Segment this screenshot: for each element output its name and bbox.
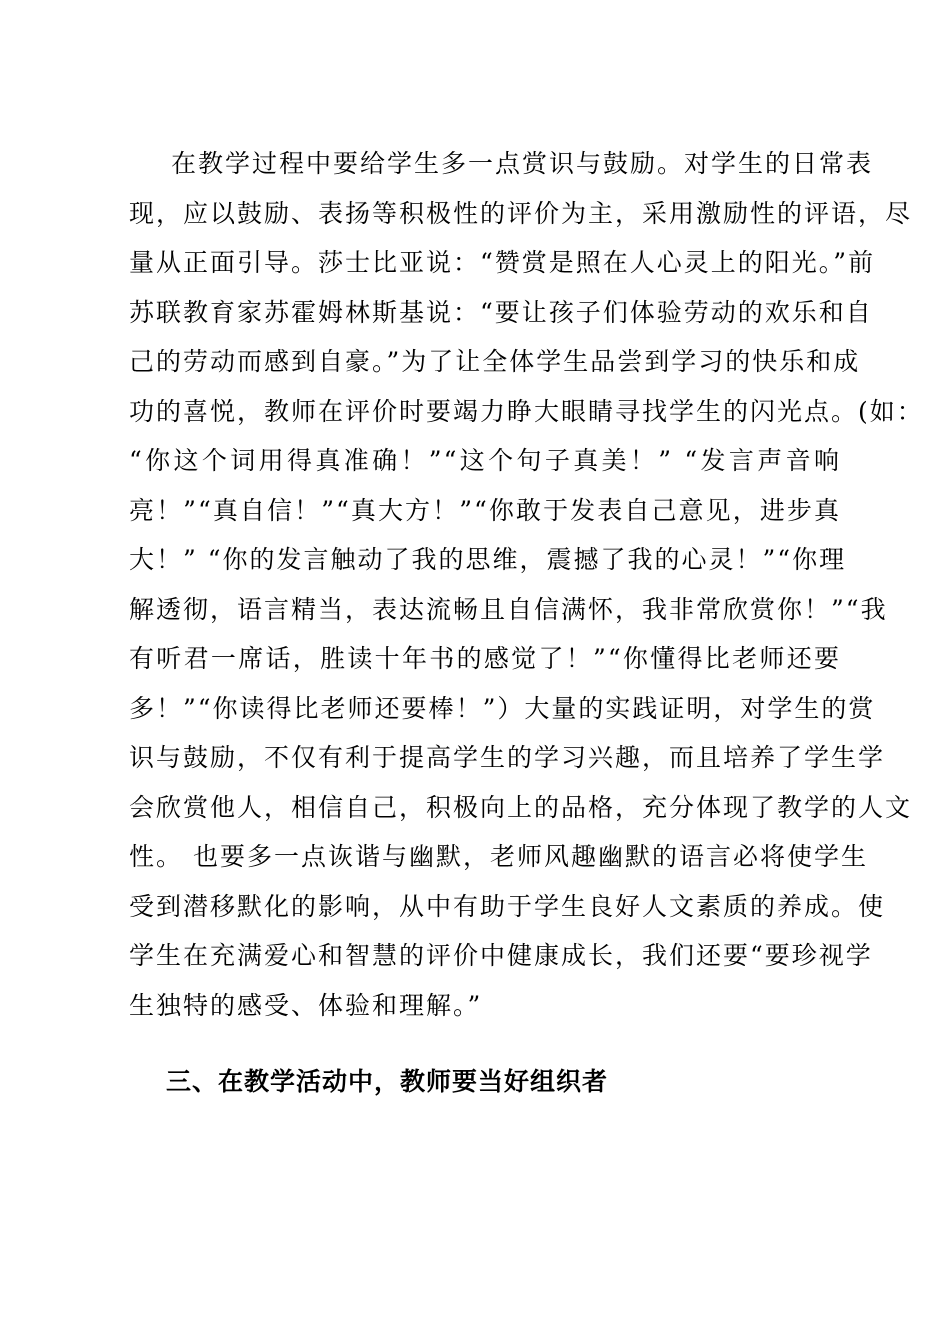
paragraph-line: 大！” “你的发言触动了我的思维，震撼了我的心灵！”“你理 xyxy=(129,545,847,574)
paragraph-line: “你这个词用得真准确！”“这个句子真美！” “发言声音响 xyxy=(129,446,841,475)
paragraph-line: 现，应以鼓励、表扬等积极性的评价为主，采用激励性的评语，尽 xyxy=(129,198,913,228)
paragraph-line: 有听君一席话，胜读十年书的感觉了！”“你懂得比老师还要 xyxy=(129,644,841,673)
paragraph-line: 性。 也要多一点诙谐与幽默，老师风趣幽默的语言必将使学生 xyxy=(129,842,868,871)
paragraph-line: 会欣赏他人，相信自己，积极向上的品格，充分体现了教学的人文 xyxy=(129,792,913,822)
paragraph-line: 受到潜移默化的影响，从中有助于学生良好人文素质的养成。使 xyxy=(129,891,886,921)
paragraph-line: 苏联教育家苏霍姆林斯基说：“要让孩子们体验劳动的欢乐和自 xyxy=(129,297,873,327)
paragraph-line: 己的劳动而感到自豪。”为了让全体学生品尝到学习的快乐和成 xyxy=(129,347,861,376)
paragraph-line: 在教学过程中要给学生多一点赏识与鼓励。对学生的日常表 xyxy=(171,149,874,178)
paragraph-line: 识与鼓励，不仅有利于提高学生的学习兴趣，而且培养了学生学 xyxy=(129,743,886,772)
paragraph-line: 解透彻，语言精当，表达流畅且自信满怀，我非常欣赏你！”“我 xyxy=(129,594,888,624)
paragraph-line: 多！”“你读得比老师还要棒！”）大量的实践证明，对学生的赏 xyxy=(129,693,876,723)
paragraph-line: 生独特的感受、体验和理解。” xyxy=(129,990,483,1020)
paragraph-line: 学生在充满爱心和智慧的评价中健康成长，我们还要“要珍视学 xyxy=(129,941,873,970)
paragraph-line: 量从正面引导。莎士比亚说：“赞赏是照在人心灵上的阳光。”前 xyxy=(129,248,876,277)
body-paragraph xyxy=(129,139,924,1030)
section-heading: 三、在教学活动中，教师要当好组织者 xyxy=(166,1067,609,1096)
paragraph-line: 亮！”“真自信！”“真大方！”“你敢于发表自己意见，进步真 xyxy=(129,495,841,525)
paragraph-line: 功的喜悦，教师在评价时要竭力睁大眼睛寻找学生的闪光点。(如： xyxy=(129,396,924,426)
